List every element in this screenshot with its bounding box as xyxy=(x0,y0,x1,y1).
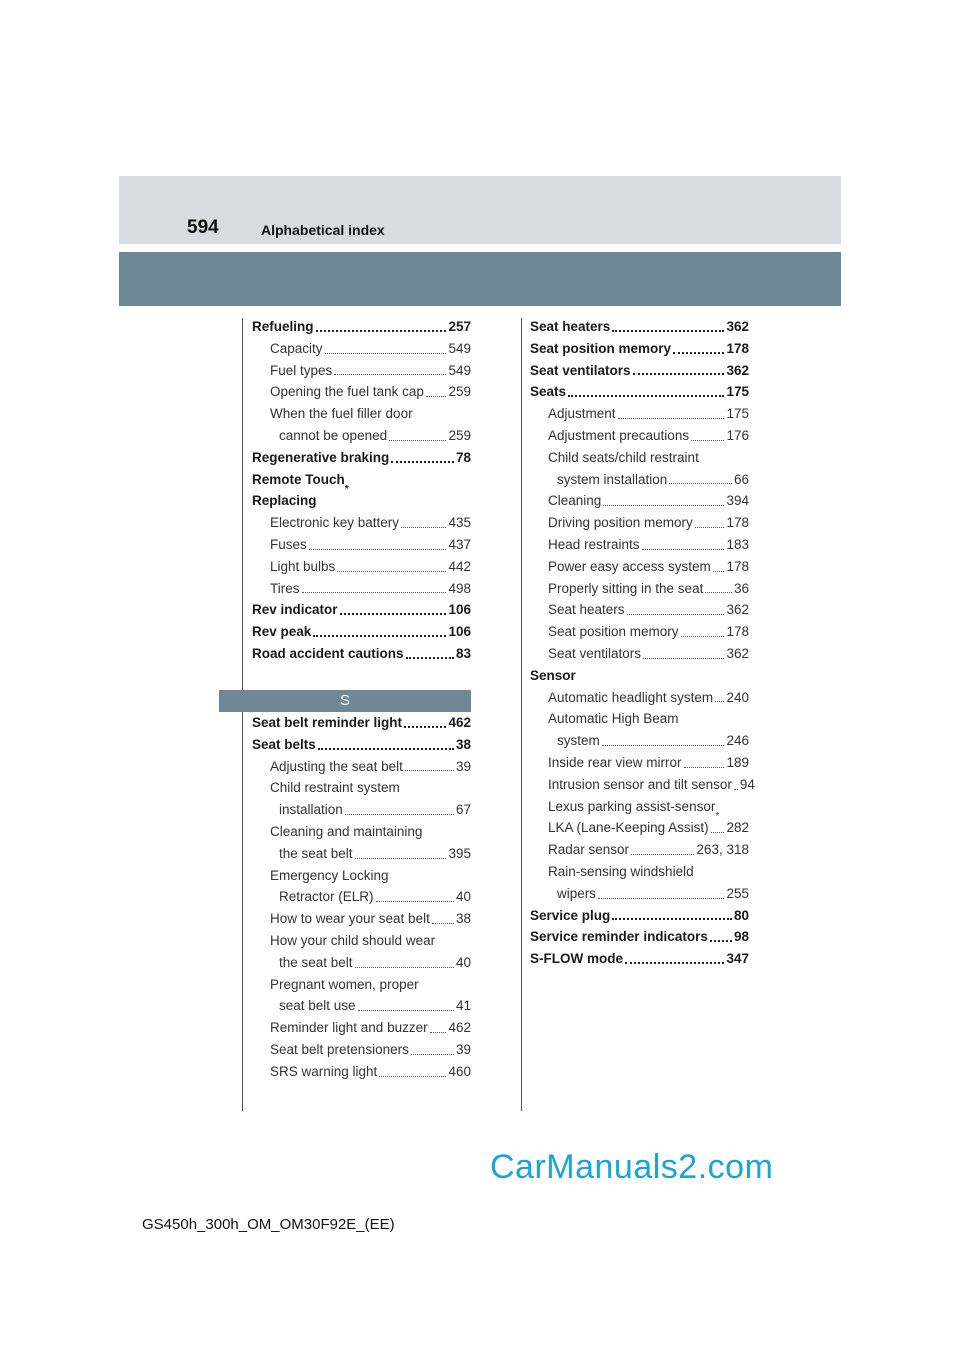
dot-leader xyxy=(340,613,447,615)
index-entry xyxy=(252,1017,471,1039)
dot-leader xyxy=(379,1076,446,1077)
index-entry-term: Intrusion sensor and tilt sensor xyxy=(548,776,732,792)
index-entry-term: Rain-sensing windshield xyxy=(548,863,694,879)
index-entry xyxy=(252,930,471,952)
index-entry-page: 437 xyxy=(448,536,471,552)
dot-leader xyxy=(430,1032,447,1033)
index-entry xyxy=(252,886,471,908)
index-entry-term: Seat ventilators xyxy=(530,362,631,378)
watermark-logo: CarManuals2.com xyxy=(490,1148,774,1186)
index-entry-page: 435 xyxy=(448,515,471,531)
index-entry-page: 178 xyxy=(726,558,749,574)
index-entry-term: Replacing xyxy=(252,493,317,509)
index-entry xyxy=(530,883,749,905)
index-entry-page: 259 xyxy=(448,384,471,400)
dot-leader xyxy=(302,592,447,593)
index-entry-page: 259 xyxy=(448,427,471,443)
index-entry-page: 189 xyxy=(726,754,749,770)
index-entry-term: the seat belt xyxy=(279,845,353,861)
index-entry xyxy=(252,643,471,665)
dot-leader xyxy=(376,901,454,902)
index-entry-page: 176 xyxy=(726,427,749,443)
dot-leader xyxy=(568,395,724,397)
index-entry-term: Seat belt reminder light xyxy=(252,715,403,730)
index-entry-term: Rev peak xyxy=(252,624,312,640)
dot-leader xyxy=(710,940,732,942)
index-entry xyxy=(252,360,471,382)
index-entry xyxy=(252,1039,471,1061)
index-entry-term: Head restraints xyxy=(548,536,640,552)
index-entry xyxy=(530,861,749,883)
index-entry-term: S-FLOW mode xyxy=(530,951,623,967)
index-entry xyxy=(252,952,471,974)
index-entry xyxy=(530,578,749,600)
dot-leader xyxy=(391,461,454,463)
header-accent-band xyxy=(119,252,841,306)
dot-leader xyxy=(389,440,446,441)
index-entry-term: the seat belt xyxy=(279,954,353,970)
index-entry-term: Retractor (ELR) xyxy=(279,889,374,905)
index-entry-term: Capacity xyxy=(270,340,323,356)
index-entry xyxy=(530,360,749,382)
index-entry-term: Automatic High Beam xyxy=(548,711,679,727)
index-entry-term: SRS warning light xyxy=(270,1063,378,1079)
index-entry xyxy=(252,843,471,865)
index-entry xyxy=(530,774,755,796)
index-entry-page: 41 xyxy=(455,998,471,1014)
index-entry-page: 38 xyxy=(455,736,471,752)
index-entry xyxy=(530,665,749,687)
index-entry-term: Child restraint system xyxy=(270,780,400,796)
index-entry-page: 282 xyxy=(726,820,749,836)
index-entry xyxy=(530,381,749,403)
index-entry-term: Power easy access system xyxy=(548,558,711,574)
dot-leader xyxy=(345,814,454,815)
index-entry-term: Service plug xyxy=(530,907,611,923)
index-entry-term: wipers xyxy=(557,885,597,901)
index-entry-term: Fuses xyxy=(270,536,307,552)
index-entry-page: 549 xyxy=(448,340,471,356)
index-entry-term: Light bulbs xyxy=(270,558,336,574)
index-entry-term: Radar sensor xyxy=(548,842,630,858)
index-entry-term: cannot be opened xyxy=(279,427,388,443)
dot-leader xyxy=(631,854,694,855)
index-entry-term: LKA (Lane-Keeping Assist) xyxy=(548,820,709,836)
index-entry-page: 347 xyxy=(726,951,749,967)
dot-leader xyxy=(355,858,447,859)
index-entry-page: 462 xyxy=(448,715,471,730)
dot-leader xyxy=(643,658,724,659)
index-entry-term: Electronic key battery xyxy=(270,515,400,531)
dot-leader xyxy=(318,748,454,750)
dot-leader xyxy=(695,527,725,528)
dot-leader xyxy=(401,527,446,528)
index-entry xyxy=(252,908,471,930)
dot-leader xyxy=(625,962,724,964)
index-entry: Lexus parking assist-sensor * xyxy=(530,796,749,818)
index-entry xyxy=(252,995,471,1017)
index-entry-page: 178 xyxy=(726,624,749,640)
dot-leader xyxy=(426,396,447,397)
dot-leader xyxy=(411,1054,454,1055)
index-entry-page: 362 xyxy=(726,645,749,661)
index-entry-term: Seat belts xyxy=(252,736,316,752)
index-entry xyxy=(252,534,471,556)
dot-leader xyxy=(673,352,724,354)
index-entry-term: Adjusting the seat belt xyxy=(270,758,403,774)
index-entry-term: Adjustment xyxy=(548,406,616,422)
index-entry-term: Sensor xyxy=(530,667,576,683)
index-entry-page: 362 xyxy=(726,602,749,618)
index-entry-term: seat belt use xyxy=(279,998,356,1014)
index-entry-page: 394 xyxy=(726,493,749,509)
index-entry-page: 66 xyxy=(733,471,749,487)
index-entry xyxy=(530,948,749,970)
index-entry-term: When the fuel filler door xyxy=(270,406,413,422)
index-entry-page: 263, 318 xyxy=(696,842,749,858)
dot-leader xyxy=(358,1010,454,1011)
index-entry xyxy=(252,447,471,469)
index-entry-page: 36 xyxy=(733,580,749,596)
index-entry-page: 39 xyxy=(455,1041,471,1057)
index-entry-term: Cleaning xyxy=(548,493,602,509)
index-entry-page: 362 xyxy=(726,362,749,378)
dot-leader xyxy=(334,374,446,375)
index-entry-term: Adjustment precautions xyxy=(548,427,690,443)
index-entry xyxy=(530,905,749,927)
index-entry-term: Inside rear view mirror xyxy=(548,754,682,770)
dot-leader xyxy=(705,592,732,593)
index-entry-page: 106 xyxy=(448,624,471,640)
index-entry xyxy=(530,687,749,709)
index-entry xyxy=(252,756,471,778)
index-entry xyxy=(252,425,471,447)
index-entry-term: Seat position memory xyxy=(548,624,679,640)
page-number: 594 xyxy=(187,217,219,238)
index-entry xyxy=(530,425,749,447)
index-entry xyxy=(530,708,749,730)
index-entry-term: Pregnant women, proper xyxy=(270,976,419,992)
index-entry xyxy=(530,447,749,469)
footer-document-code: GS450h_300h_OM_OM30F92E_(EE) xyxy=(142,1216,395,1233)
index-entry-page: 39 xyxy=(455,758,471,774)
index-entry xyxy=(252,490,471,512)
index-entry-page: 106 xyxy=(448,602,471,618)
index-entry-term: Lexus parking assist-sensor xyxy=(548,798,716,814)
index-entry-page: 183 xyxy=(726,536,749,552)
dot-leader xyxy=(669,483,732,484)
index-entry-term: Remote Touch xyxy=(252,471,345,487)
index-entry xyxy=(252,799,471,821)
dot-leader xyxy=(734,789,738,790)
index-entry xyxy=(252,578,471,600)
index-entry-page: 549 xyxy=(448,362,471,378)
dot-leader xyxy=(598,898,724,899)
index-entry xyxy=(252,512,471,534)
index-entry xyxy=(530,338,749,360)
index-entry-page: 442 xyxy=(448,558,471,574)
index-entry-page: 175 xyxy=(726,406,749,422)
index-entry-page: 98 xyxy=(733,929,749,945)
index-entry-term: Fuel types xyxy=(270,362,333,378)
index-entry xyxy=(252,403,471,425)
index-entry-page: 460 xyxy=(448,1063,471,1079)
index-entry xyxy=(530,839,749,861)
index-entry-page: 78 xyxy=(455,449,471,465)
dot-leader xyxy=(406,657,454,659)
index-entry xyxy=(530,599,749,621)
index-entry-term: Automatic headlight system xyxy=(548,689,714,705)
dot-leader xyxy=(642,549,725,550)
header-band xyxy=(119,176,841,244)
dot-leader xyxy=(309,549,447,550)
right-column-rule xyxy=(521,318,522,1111)
index-entry xyxy=(530,621,749,643)
index-entry xyxy=(252,381,471,403)
index-entry-term: Properly sitting in the seat xyxy=(548,580,704,596)
index-entry-term: Road accident cautions xyxy=(252,645,404,661)
dot-leader xyxy=(684,767,725,768)
index-entry xyxy=(530,403,749,425)
index-entry xyxy=(530,469,749,491)
dot-leader xyxy=(711,832,725,833)
index-entry-term: Refueling xyxy=(252,319,314,334)
index-entry xyxy=(530,926,749,948)
index-entry: Remote Touch * xyxy=(252,469,471,491)
index-entry-term: Rev indicator xyxy=(252,602,338,618)
index-entry-term: Service reminder indicators xyxy=(530,929,708,945)
index-entry-page: 462 xyxy=(448,1020,471,1036)
index-entry-page: 178 xyxy=(726,340,749,356)
index-entry-page: 83 xyxy=(455,645,471,661)
dot-leader xyxy=(627,614,725,615)
index-entry xyxy=(530,490,749,512)
dot-leader xyxy=(715,701,724,702)
index-entry-term: Seat ventilators xyxy=(548,645,642,661)
index-entry-term: How to wear your seat belt xyxy=(270,911,430,927)
index-entry xyxy=(252,338,471,360)
index-entry-term: Cleaning and maintaining xyxy=(270,823,423,839)
index-entry-term: Seat position memory xyxy=(530,340,672,356)
index-entry-term: Seat heaters xyxy=(530,319,611,334)
index-entry-page: 240 xyxy=(726,689,749,705)
index-entry-page: 395 xyxy=(448,845,471,861)
dot-leader xyxy=(316,330,447,332)
dot-leader xyxy=(355,967,454,968)
dot-leader xyxy=(691,440,724,441)
dot-leader xyxy=(612,330,724,332)
index-entry-page: 40 xyxy=(455,954,471,970)
dot-leader xyxy=(337,571,446,572)
index-entry xyxy=(530,556,749,578)
index-entry-term: How your child should wear xyxy=(270,932,436,948)
index-entry xyxy=(252,316,471,338)
index-entry-page: 178 xyxy=(726,515,749,531)
index-entry xyxy=(252,974,471,996)
index-entry xyxy=(530,752,749,774)
index-entry-page: 175 xyxy=(726,384,749,400)
index-entry-term: Emergency Locking xyxy=(270,867,389,883)
index-column-left-bottom xyxy=(252,712,471,1083)
index-entry-page: 246 xyxy=(726,733,749,749)
dot-leader xyxy=(633,373,725,375)
dot-leader xyxy=(325,353,447,354)
index-entry xyxy=(252,621,471,643)
dot-leader xyxy=(602,745,725,746)
section-letter-band: S xyxy=(219,690,471,712)
index-column-left-top xyxy=(252,316,471,665)
index-entry xyxy=(252,712,471,734)
dot-leader xyxy=(405,770,454,771)
index-entry-page: 80 xyxy=(733,907,749,923)
index-entry xyxy=(252,556,471,578)
index-entry xyxy=(530,730,749,752)
index-entry-term: system installation xyxy=(557,471,668,487)
index-entry-page: 40 xyxy=(455,889,471,905)
index-entry-term: Seat heaters xyxy=(548,602,625,618)
index-entry-page: 498 xyxy=(448,580,471,596)
index-entry-term: Regenerative braking xyxy=(252,449,390,465)
index-entry-page: 257 xyxy=(448,319,471,334)
dot-leader xyxy=(603,505,724,506)
index-entry-term: Driving position memory xyxy=(548,515,693,531)
index-entry xyxy=(252,777,471,799)
index-entry-term: Seat belt pretensioners xyxy=(270,1041,409,1057)
index-column-right xyxy=(530,316,755,970)
index-entry-page: 362 xyxy=(726,319,749,334)
index-entry xyxy=(530,512,749,534)
dot-leader xyxy=(432,923,454,924)
index-entry xyxy=(530,643,749,665)
index-entry-term: Child seats/child restraint xyxy=(548,449,699,465)
index-entry xyxy=(252,599,471,621)
index-entry xyxy=(252,865,471,887)
index-entry-term: Tires xyxy=(270,580,300,596)
index-entry xyxy=(252,821,471,843)
index-entry-term: system xyxy=(557,733,600,749)
dot-leader xyxy=(713,571,725,572)
index-entry-term: Opening the fuel tank cap xyxy=(270,384,424,400)
index-entry xyxy=(252,1061,471,1083)
left-column-rule xyxy=(242,318,243,1111)
index-entry-page: 67 xyxy=(455,802,471,818)
index-entry-page: 94 xyxy=(739,776,755,792)
index-entry-term: Reminder light and buzzer xyxy=(270,1020,428,1036)
index-entry-page: 255 xyxy=(726,885,749,901)
dot-leader xyxy=(681,636,725,637)
dot-leader xyxy=(618,418,725,419)
section-title: Alphabetical index xyxy=(261,222,385,238)
index-entry-term: Seats xyxy=(530,384,567,400)
index-entry xyxy=(530,534,749,556)
dot-leader xyxy=(404,726,446,728)
index-entry-term: installation xyxy=(279,802,343,818)
index-entry xyxy=(252,734,471,756)
dot-leader xyxy=(313,635,446,637)
dot-leader xyxy=(612,918,732,920)
index-entry-page: 38 xyxy=(455,911,471,927)
index-entry xyxy=(530,316,749,338)
